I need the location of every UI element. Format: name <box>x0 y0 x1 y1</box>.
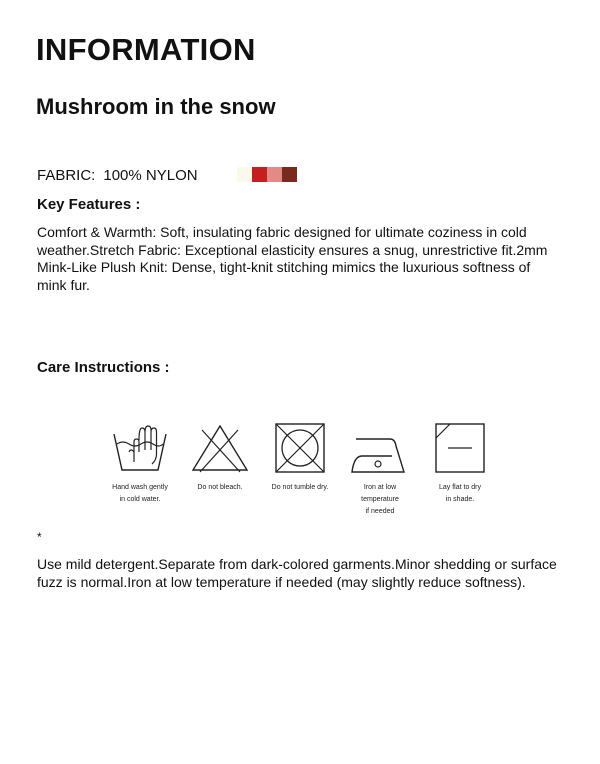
care-caption: Do not tumble dry. <box>271 484 329 491</box>
swatch-cream <box>237 167 252 182</box>
fabric-value: 100% NYLON <box>103 167 198 184</box>
fabric-label: FABRIC: <box>37 167 96 184</box>
care-notes: Use mild detergent.Separate from dark-colored garments.Minor shedding or surface fuzz is normal.Iron at low temperature if needed (may slightly reduce softness). <box>37 556 557 590</box>
hand-wash-icon <box>100 422 180 474</box>
care-instructions-title: Care Instructions : <box>37 359 170 376</box>
care-caption: Do not bleach. <box>197 484 243 491</box>
do-not-tumble-dry-icon <box>260 422 340 474</box>
care-item-lay-flat-shade <box>420 422 500 506</box>
asterisk: * <box>37 530 42 544</box>
care-item-no-tumble-dry <box>260 422 340 494</box>
swatch-pink <box>267 167 282 182</box>
care-caption: Iron at low temperature if needed <box>361 484 399 515</box>
swatch-red <box>252 167 267 182</box>
care-icons <box>100 422 500 522</box>
care-item-no-bleach <box>180 422 260 494</box>
care-caption: Hand wash gently in cold water. <box>112 484 168 503</box>
care-item-hand-wash <box>100 422 180 506</box>
key-features-body: Comfort & Warmth: Soft, insulating fabric designed for ultimate coziness in cold weather.Stretch Fabric: Exceptional elasticity ensures a snug, unrestrictive fit.2mm Mink-Like Plush Knit: Dense, tight-knit stitching mimics the luxurious softness of mink fur. <box>37 224 548 293</box>
care-item-iron-low <box>340 422 420 518</box>
fabric-row <box>37 167 198 185</box>
key-features-title: Key Features : <box>37 196 141 213</box>
iron-low-icon <box>340 422 420 474</box>
swatch-brown <box>282 167 297 182</box>
page-heading: INFORMATION <box>36 32 256 67</box>
care-caption: Lay flat to dry in shade. <box>438 484 482 503</box>
product-name: Mushroom in the snow <box>36 94 276 119</box>
do-not-bleach-icon <box>180 422 260 474</box>
lay-flat-dry-shade-icon <box>420 422 500 474</box>
color-swatches <box>237 167 297 182</box>
